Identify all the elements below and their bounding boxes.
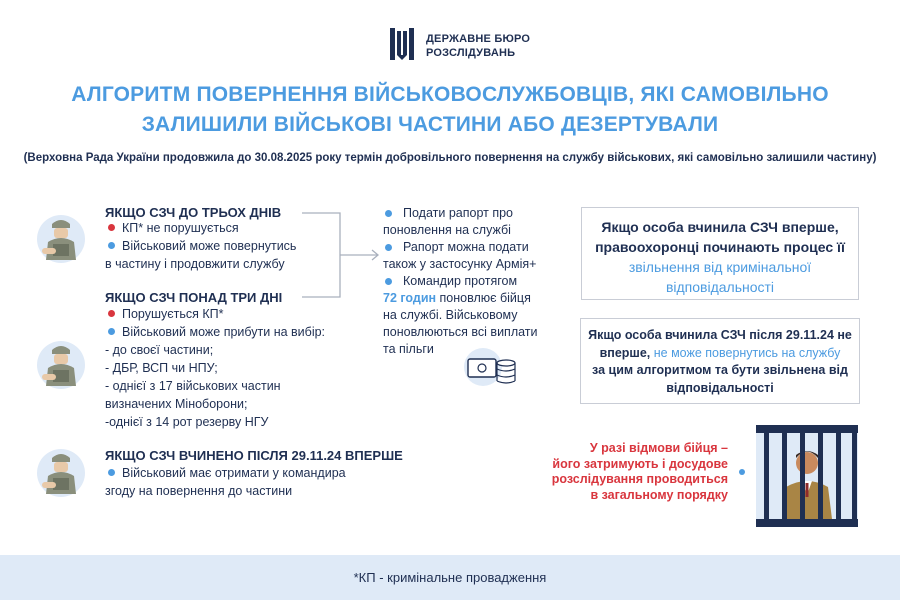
page-subtitle: (Верховна Рада України продовжила до 30.08.2025 року термін добровільного повернення на службу військових, які самовільно залишили частину) (23, 152, 877, 164)
first-offense-box: Якщо особа вчинила СЗЧ вперше, правоохоронці починають процес її звільнення від кримінальної відповідальності (581, 207, 859, 300)
org-name-line2: РОЗСЛІДУВАНЬ (426, 47, 516, 59)
org-name (426, 32, 530, 60)
list-item: КП* не порушується (108, 220, 239, 238)
title-line1: АЛГОРИТМ ПОВЕРНЕННЯ ВІЙСЬКОВОСЛУЖБОВЦІВ, ЯКІ САМОВІЛЬНО (71, 83, 829, 106)
soldier-icon (34, 338, 88, 392)
bullet-dot (385, 244, 392, 251)
title-line2: ЗАЛИШИЛИ ВІЙСЬКОВІ ЧАСТИНИ АБО ДЕЗЕРТУВАЛИ (141, 113, 719, 136)
footer-note: *КП - кримінальне провадження (0, 555, 900, 600)
option-item: - до своєї частини; (105, 343, 214, 357)
option-item: - однієї з 17 військових частин (105, 379, 281, 393)
option-item-continuation: визначених Міноборони; (105, 397, 248, 411)
bullet-dot (108, 310, 115, 317)
list-item-continuation: згоду на повернення до частини (105, 484, 293, 498)
soldier-icon (34, 212, 88, 266)
option-item: - ДБР, ВСП чи НПУ; (105, 361, 218, 375)
list-item: Військовий може прибути на вибір: (108, 324, 325, 342)
bullet-dot (385, 278, 392, 285)
list-item-continuation: в частину і продовжити службу (105, 257, 285, 271)
list-item: Рапорт можна подати (383, 239, 573, 256)
money-icon (463, 345, 523, 390)
list-item: Порушується КП* (108, 306, 224, 324)
repeat-offense-box: Якщо особа вчинила СЗЧ після 29.11.24 не вперше, не може повернутись на службу за цим алгоритмом та бути звільнена від відповідальності (580, 318, 860, 404)
bullet-dot (108, 328, 115, 335)
dbr-logo-icon (388, 28, 416, 60)
section-over-three-days-title: ЯКЩО СЗЧ ПОНАД ТРИ ДНІ (105, 290, 283, 305)
soldier-icon (34, 446, 88, 500)
section-under-three-days-title: ЯКЩО СЗЧ ДО ТРЬОХ ДНІВ (105, 205, 282, 220)
org-name-line1: ДЕРЖАВНЕ БЮРО (426, 33, 531, 45)
bullet-dot (385, 210, 392, 217)
section-after-date-title: ЯКЩО СЗЧ ВЧИНЕНО ПІСЛЯ 29.11.24 ВПЕРШЕ (105, 448, 403, 463)
accent-dot (739, 469, 745, 475)
connector-bracket (300, 205, 390, 305)
bullet-dot (108, 224, 115, 231)
list-item: Військовий може повернутись (108, 238, 296, 256)
list-item: Військовий має отримати у командира (108, 465, 346, 483)
page-title (0, 80, 900, 140)
bullet-dot (108, 469, 115, 476)
hours-highlight: 72 годин (383, 291, 437, 305)
option-item: -однієї з 14 рот резерву НГУ (105, 415, 269, 429)
refusal-note: У разі відмови бійця – його затримують і досудове розслідування проводиться в загальному порядку (551, 441, 728, 502)
prisoner-icon (756, 425, 858, 527)
list-item: Командир протягом (383, 273, 573, 290)
return-steps: Подати рапорт про поновлення на службі Рапорт можна подати також у застосунку Армія+ Командир протягом 72 годин поновлює бійця на службі. Військовому поновлюються всі виплати та пільги (383, 205, 573, 358)
bullet-dot (108, 242, 115, 249)
list-item: Подати рапорт про (383, 205, 573, 222)
